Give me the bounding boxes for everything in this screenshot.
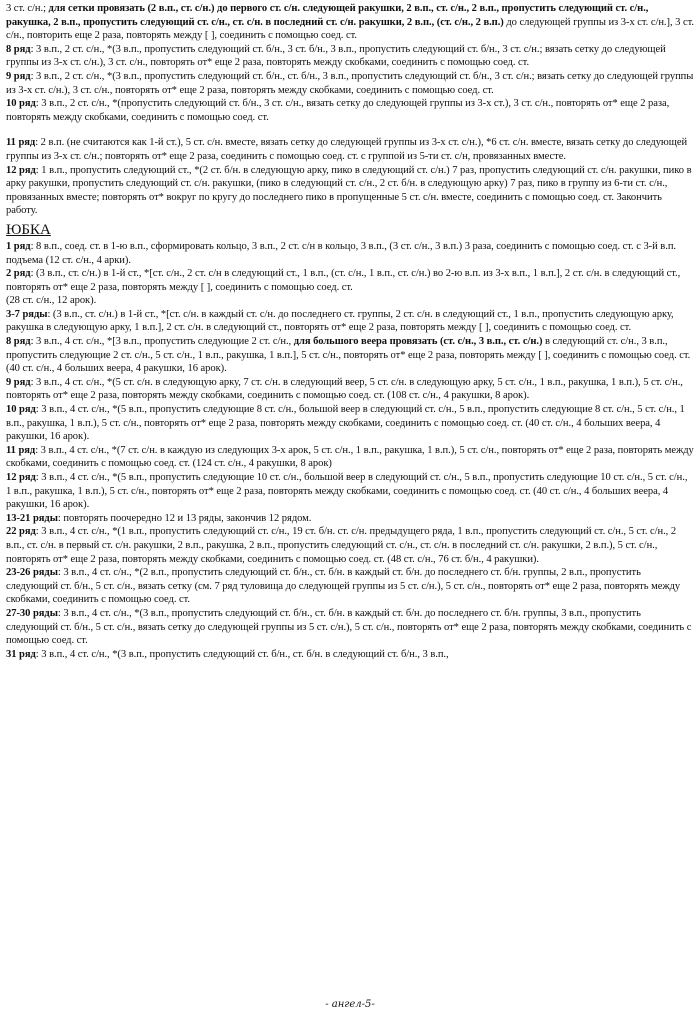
instruction-paragraph (6, 164, 694, 218)
text-run: 3 ст. с/н.; (6, 3, 49, 14)
bold-text: 23-26 ряды (6, 567, 58, 579)
bold-text: 10 ряд (6, 98, 36, 110)
bold-text: 22 ряд (6, 526, 36, 538)
bold-text: 11 ряд (6, 444, 36, 456)
bold-text: 9 ряд (6, 70, 31, 82)
text-run: до следующей группы из 3-х ст. с/н.], 3 ст. с/н., повторить еще 2 раза, повторять между [ ], соединить с помощью соед. ст. (6, 16, 694, 42)
bold-text: для сетки провязать (2 в.п., ст. с/н.) до первого ст. с/н. следующей ракушки, 2 в.п., ст. с/н., 2 в.п., пропустить следующий ст. с/н., ракушка, 2 в.п., пропустить следующий ст. с/н., ст. с/н. в последний ст. с/н. ракушки, 2 в.п., (ст. с/н., 2 в.п.) (6, 3, 649, 28)
text-run: : 3 в.п., 4 ст. с/н., *(3 в.п., пропустить следующий ст. б/н., ст. б/н. в следующий ст. б/н., 3 в.п., (35, 648, 449, 660)
instruction-paragraph (6, 2, 694, 43)
text-run: : (3 в.п., ст. с/н.) в 1-й ст., *[ст. с/н. в каждый ст. с/н. до последнего ст. группы, 2 ст. с/н. в следующий ст., 1 в.п., пропустить следующую арку, ракушка в следующую арку, 1 в.п.], 2 ст. с/н. в следующий ст., повторять от* еще 2 раза, повторять между [ ], соединить с помощью соед. ст. (6, 308, 674, 334)
bold-text: 31 ряд (6, 648, 36, 660)
text-run: : 2 в.п. (не считаются как 1-й ст.), 5 ст. с/н. вместе, вязать сетку до следующей группы из 3-х ст. с/н.), *6 ст. с/н. вместе, вязать сетку до следующей группы из 3-х ст. с/н.; повторять от* еще 2 раза, соединить с помощью соед. ст. с группой из 5-ти ст. с/н, провязанных вместе. (6, 137, 688, 162)
instruction-paragraph (6, 136, 694, 163)
text-run: : 3 в.п., 4 ст. с/н., *(2 в.п., пропустить следующий ст. б/н., ст. б/н. в каждый ст. б/н. до последнего ст. б/н. группы, 2 в.п., пропустить следующий ст. б/н., 5 ст. с/н., вязать сетку (см. 7 ряд туловища до следующей группы из 5 ст. с/н.), 5 ст. с/н., повторять от* еще 2 раза, повторять между скобками, соединить с помощью соед. ст. (6, 567, 681, 606)
text-run: в следующий ст. с/н., 3 в.п., пропустить следующие 2 ст. с/н., 5 ст. с/н., 1 в.п., ракушка, 1 в.п.], 5 ст. с/н., повторять от* еще 2 раза, повторять между [ ], соединить с помощью соед. ст. (40 ст. с/н., 4 больших веера, 4 ракушки, 16 арок). (6, 336, 691, 375)
text-run: : 3 в.п., 4 ст. с/н., *(5 в.п., пропустить следующие 8 ст. с/н., большой веер в следующий ст. с/н., 5 в.п., пропустить следующие 8 ст. с/н., 5 ст. с/н., 1 в.п., ракушка, 1 в.п.), 5 ст. с/н., повторять от* еще 2 раза, повторять между скобками, соединить с помощью соед. ст. (40 ст. с/н., 4 больших веера, 4 ракушки, 16 арок). (6, 404, 685, 443)
bold-text: 8 ряд (6, 336, 31, 348)
instruction-paragraph (6, 566, 694, 607)
bold-text: 12 ряд (6, 472, 36, 483)
instruction-paragraph (6, 97, 694, 124)
bold-text: 3-7 ряды (6, 308, 48, 320)
text-run: : 3 в.п., 2 ст. с/н., *(пропустить следующий ст. б/н., 3 ст. с/н., вязать сетку до следующей группы из 3-х ст.), 3 ст. с/н., повторять от* еще 2 раза, повторять между скобками, соединить с помощью соед. ст. (6, 98, 670, 123)
instruction-paragraph (6, 240, 694, 267)
text-run: (28 ст. с/н., 12 арок). (6, 295, 97, 307)
bold-text: для большого веера провязать (ст. с/н., 3 в.п., ст. с/н.) (293, 336, 543, 348)
text-run: : 8 в.п., соед. ст. в 1-ю в.п., сформировать кольцо, 3 в.п., 2 ст. с/н в кольцо, 3 в.п., (3 ст. с/н., 3 в.п.) 3 раза, соединить с помощью соед. ст. с 3-й в.п. подъема (12 ст. с/н., 4 арки). (6, 240, 677, 266)
bold-text: 13-21 ряды (6, 512, 58, 524)
text-run: : (3 в.п., ст. с/н.) в 1-й ст., *[ст. с/н., 2 ст. с/н в следующий ст., 1 в.п., (ст. с/н., 1 в.п., ст. с/н.) во 2-ю в.п. из 3-х в.п., 1 в.п.], 2 ст. с/н. в следующий ст., повторять от* еще 2 раза, повторять между [ ], соединить с помощью соед. ст. (6, 268, 681, 293)
instruction-paragraph (6, 648, 694, 662)
instruction-paragraph (6, 43, 694, 70)
bold-text: 12 ряд (6, 164, 36, 176)
page-footer: - ангел-5- (325, 999, 375, 1010)
text-run: : повторять поочередно 12 и 13 ряды, закончив 12 рядом. (57, 512, 312, 524)
text-run: : 3 в.п., 4 ст. с/н., *(3 в.п., пропустить следующий ст. б/н., ст. б/н. в каждый ст. б/н. до последнего ст. б/н. группы, 3 в.п., пропустить следующий ст. б/н., 5 ст. с/н., вязать сетку до следующей группы из 5 ст. с/н.), 5 ст. с/н., повторять от* еще 2 раза, повторять между скобками, соединить с помощью соед. ст. (6, 607, 692, 647)
bold-text: 8 ряд (6, 43, 31, 55)
bold-text: 11 ряд (6, 137, 36, 149)
paragraph-gap (6, 124, 694, 136)
text-run: : 3 в.п., 4 ст. с/н., *[3 в.п., пропустить следующие 2 ст. с/н., (30, 336, 294, 348)
text-run: : 3 в.п., 4 ст. с/н., *(5 ст. с/н. в следующую арку, 7 ст. с/н. в следующий веер, 5 ст. с/н. в следующую арку, 5 ст. с/н., 1 в.п., ракушка, 1 в.п.), 5 ст. с/н., повторять от* еще 2 раза, повторять между скобками, соединить с помощью соед. ст. (108 ст. с/н., 4 ракушки, 8 арок). (6, 376, 683, 402)
text-run: : 3 в.п., 2 ст. с/н., *(3 в.п., пропустить следующий ст. б/н., 3 ст. б/н., 3 в.п., пропустить следующий ст. б/н., 3 ст. с/н.; вязать сетку до следующей группы из 3-х ст. с/н.), 3 ст. с/н., повторять от* еще 2 раза, повторять между скобками, соединить с помощью соед. ст. (6, 43, 666, 69)
bold-text: 9 ряд (6, 376, 31, 388)
instruction-paragraph (6, 512, 694, 526)
text-run: : 1 в.п., пропустить следующий ст., *(2 ст. б/н. в следующую арку, пико в следующий ст. с/н.) 7 раз, пропустить следующий ст. с/н. ракушки, пико в арку ракушки, пропустить следующий ст. с/н. ракушки, (пико в следующий ст. с/н., 2 ст. б/н. в следующую арку) 7 раз, пико в группу из 6-ти ст. с/н., провязанных вместе; повторять от* вокруг по кругу до последнего пико в пропущенные 5 ст. с/н. вместе, соединить с помощью соед. ст. Закончить работу. (6, 164, 692, 217)
section-heading: ЮБКА (6, 221, 51, 238)
instruction-paragraph (6, 294, 694, 308)
text-run: : 3 в.п., 4 ст. с/н., *(7 ст. с/н. в каждую из следующих 3-х арок, 5 ст. с/н., 1 в.п., ракушка, 1 в.п.), 5 ст. с/н., повторять от* еще 2 раза, повторять между скобками, соединить с помощью соед. ст. (124 ст. с/н., 4 ракушки, 8 арок) (6, 444, 694, 470)
instruction-paragraph (6, 444, 694, 471)
instruction-paragraph (6, 525, 694, 566)
bold-text: 10 ряд (6, 404, 36, 416)
instruction-paragraph (6, 70, 694, 97)
instruction-paragraph (6, 403, 694, 444)
instruction-paragraph (6, 335, 694, 376)
instruction-paragraph (6, 471, 694, 512)
instruction-paragraph (6, 267, 694, 294)
instruction-paragraph (6, 308, 694, 335)
text-run: : 3 в.п., 4 ст. с/н., *(1 в.п., пропустить следующий ст. с/н., 19 ст. б/н. ст. с/н. предыдущего ряда, 1 в.п., пропустить следующий ст. с/н., 5 ст. с/н., 2 в.п., ст. с/н. в первый ст. с/н. ракушки, 2 в.п., ракушка, 2 в.п., пропустить следующий ст. с/н., ст. с/н. в последний ст. с/н. ракушки, 2 в.п.), 5 ст. с/н., повторять от* еще 2 раза, повторять между скобками, соединить с помощью соед. ст. (48 ст. с/н., 76 ст. б/н., 4 ракушки). (6, 526, 677, 565)
bold-text: 27-30 ряды (6, 607, 58, 619)
bold-text: 2 ряд (6, 268, 31, 280)
text-run: : 3 в.п., 4 ст. с/н., *(5 в.п., пропустить следующие 10 ст. с/н., большой веер в следующий ст. с/н., 5 в.п., пропустить следующие 10 ст. с/н., 5 ст. с/н., 1 в.п., ракушка, 1 в.п.), 5 ст. с/н., повторять от* еще 2 раза, повторять между скобками, соединить с помощью соед. ст. (40 ст. с/н., 4 больших веера, 4 ракушки, 16 арок). (6, 472, 688, 511)
bold-text: 1 ряд (6, 240, 31, 252)
text-run: : 3 в.п., 2 ст. с/н., *(3 в.п., пропустить следующий ст. б/н., ст. б/н., 3 в.п., пропустить следующий ст. б/н., 3 ст. с/н.; вязать сетку до следующей группы из 3-х ст. с/н.), 3 ст. с/н., повторять от* еще 2 раза, повторять между скобками, соединить с помощью соед. ст. (6, 70, 694, 96)
instruction-paragraph (6, 607, 694, 648)
instruction-paragraph (6, 376, 694, 403)
